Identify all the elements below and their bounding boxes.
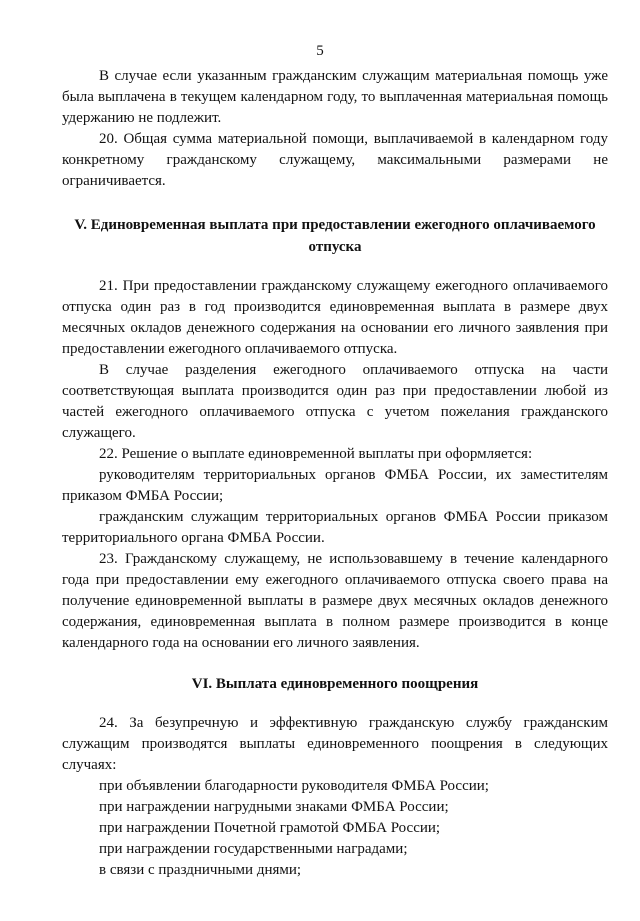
- paragraph-24: 24. За безупречную и эффективную гражданскую службу гражданским служащим производятся выплаты единовременного поощрения в следующих случаях:: [62, 715, 608, 773]
- paragraph-20: 20. Общая сумма материальной помощи, выплачиваемой в календарном году конкретному гражданскому служащему, максимальными размерами не ограничивается.: [62, 131, 608, 189]
- paragraph-already-paid: В случае если указанным гражданским служащим материальная помощь уже была выплачена в текущем календарном году, то выплаченная материальная помощь удержанию не подлежит.: [62, 68, 608, 126]
- list-item-state-awards: при награждении государственными наградами;: [99, 841, 408, 857]
- paragraph-23: 23. Гражданскому служащему, не использовавшему в течение календарного года при предоставлении ему ежегодного оплачиваемого отпуска своего права на получение единовременной выплаты в размере двух месячных окладов денежного содержания, единовременная выплата в полном размере производится в конце календарного года на основании его личного заявления.: [62, 551, 608, 651]
- list-item-certificate: при награждении Почетной грамотой ФМБА России;: [99, 820, 441, 836]
- paragraph-civil-servants: гражданским служащим территориальных органов ФМБА России приказом территориального органа ФМБА России.: [62, 509, 608, 546]
- paragraph-division: В случае разделения ежегодного оплачиваемого отпуска на части соответствующая выплата производится один раз при предоставлении любой из частей ежегодного оплачиваемого отпуска с учетом пожелания гражданского служащего.: [62, 362, 608, 441]
- section-heading-vi: VI. Выплата единовременного поощрения: [191, 676, 479, 692]
- list-item-badges: при награждении нагрудными знаками ФМБА России;: [99, 799, 449, 815]
- list-item-holidays: в связи с праздничными днями;: [99, 862, 302, 878]
- paragraph-22: 22. Решение о выплате единовременной выплаты при оформляется:: [99, 446, 533, 462]
- list-item-gratitude: при объявлении благодарности руководителя ФМБА России;: [99, 778, 489, 794]
- page-number: 5: [316, 43, 324, 59]
- paragraph-heads: руководителям территориальных органов ФМБА России, их заместителям приказом ФМБА России;: [62, 467, 608, 504]
- paragraph-21: 21. При предоставлении гражданскому служащему ежегодного оплачиваемого отпуска один раз в год производится единовременная выплата в размере двух месячных окладов денежного содержания на основании его личного заявления при предоставлении ежегодного оплачиваемого отпуска.: [62, 278, 608, 357]
- document-body: [62, 66, 608, 881]
- section-heading-v: V. Единовременная выплата при предоставлении ежегодного оплачиваемого отпуска: [74, 217, 596, 255]
